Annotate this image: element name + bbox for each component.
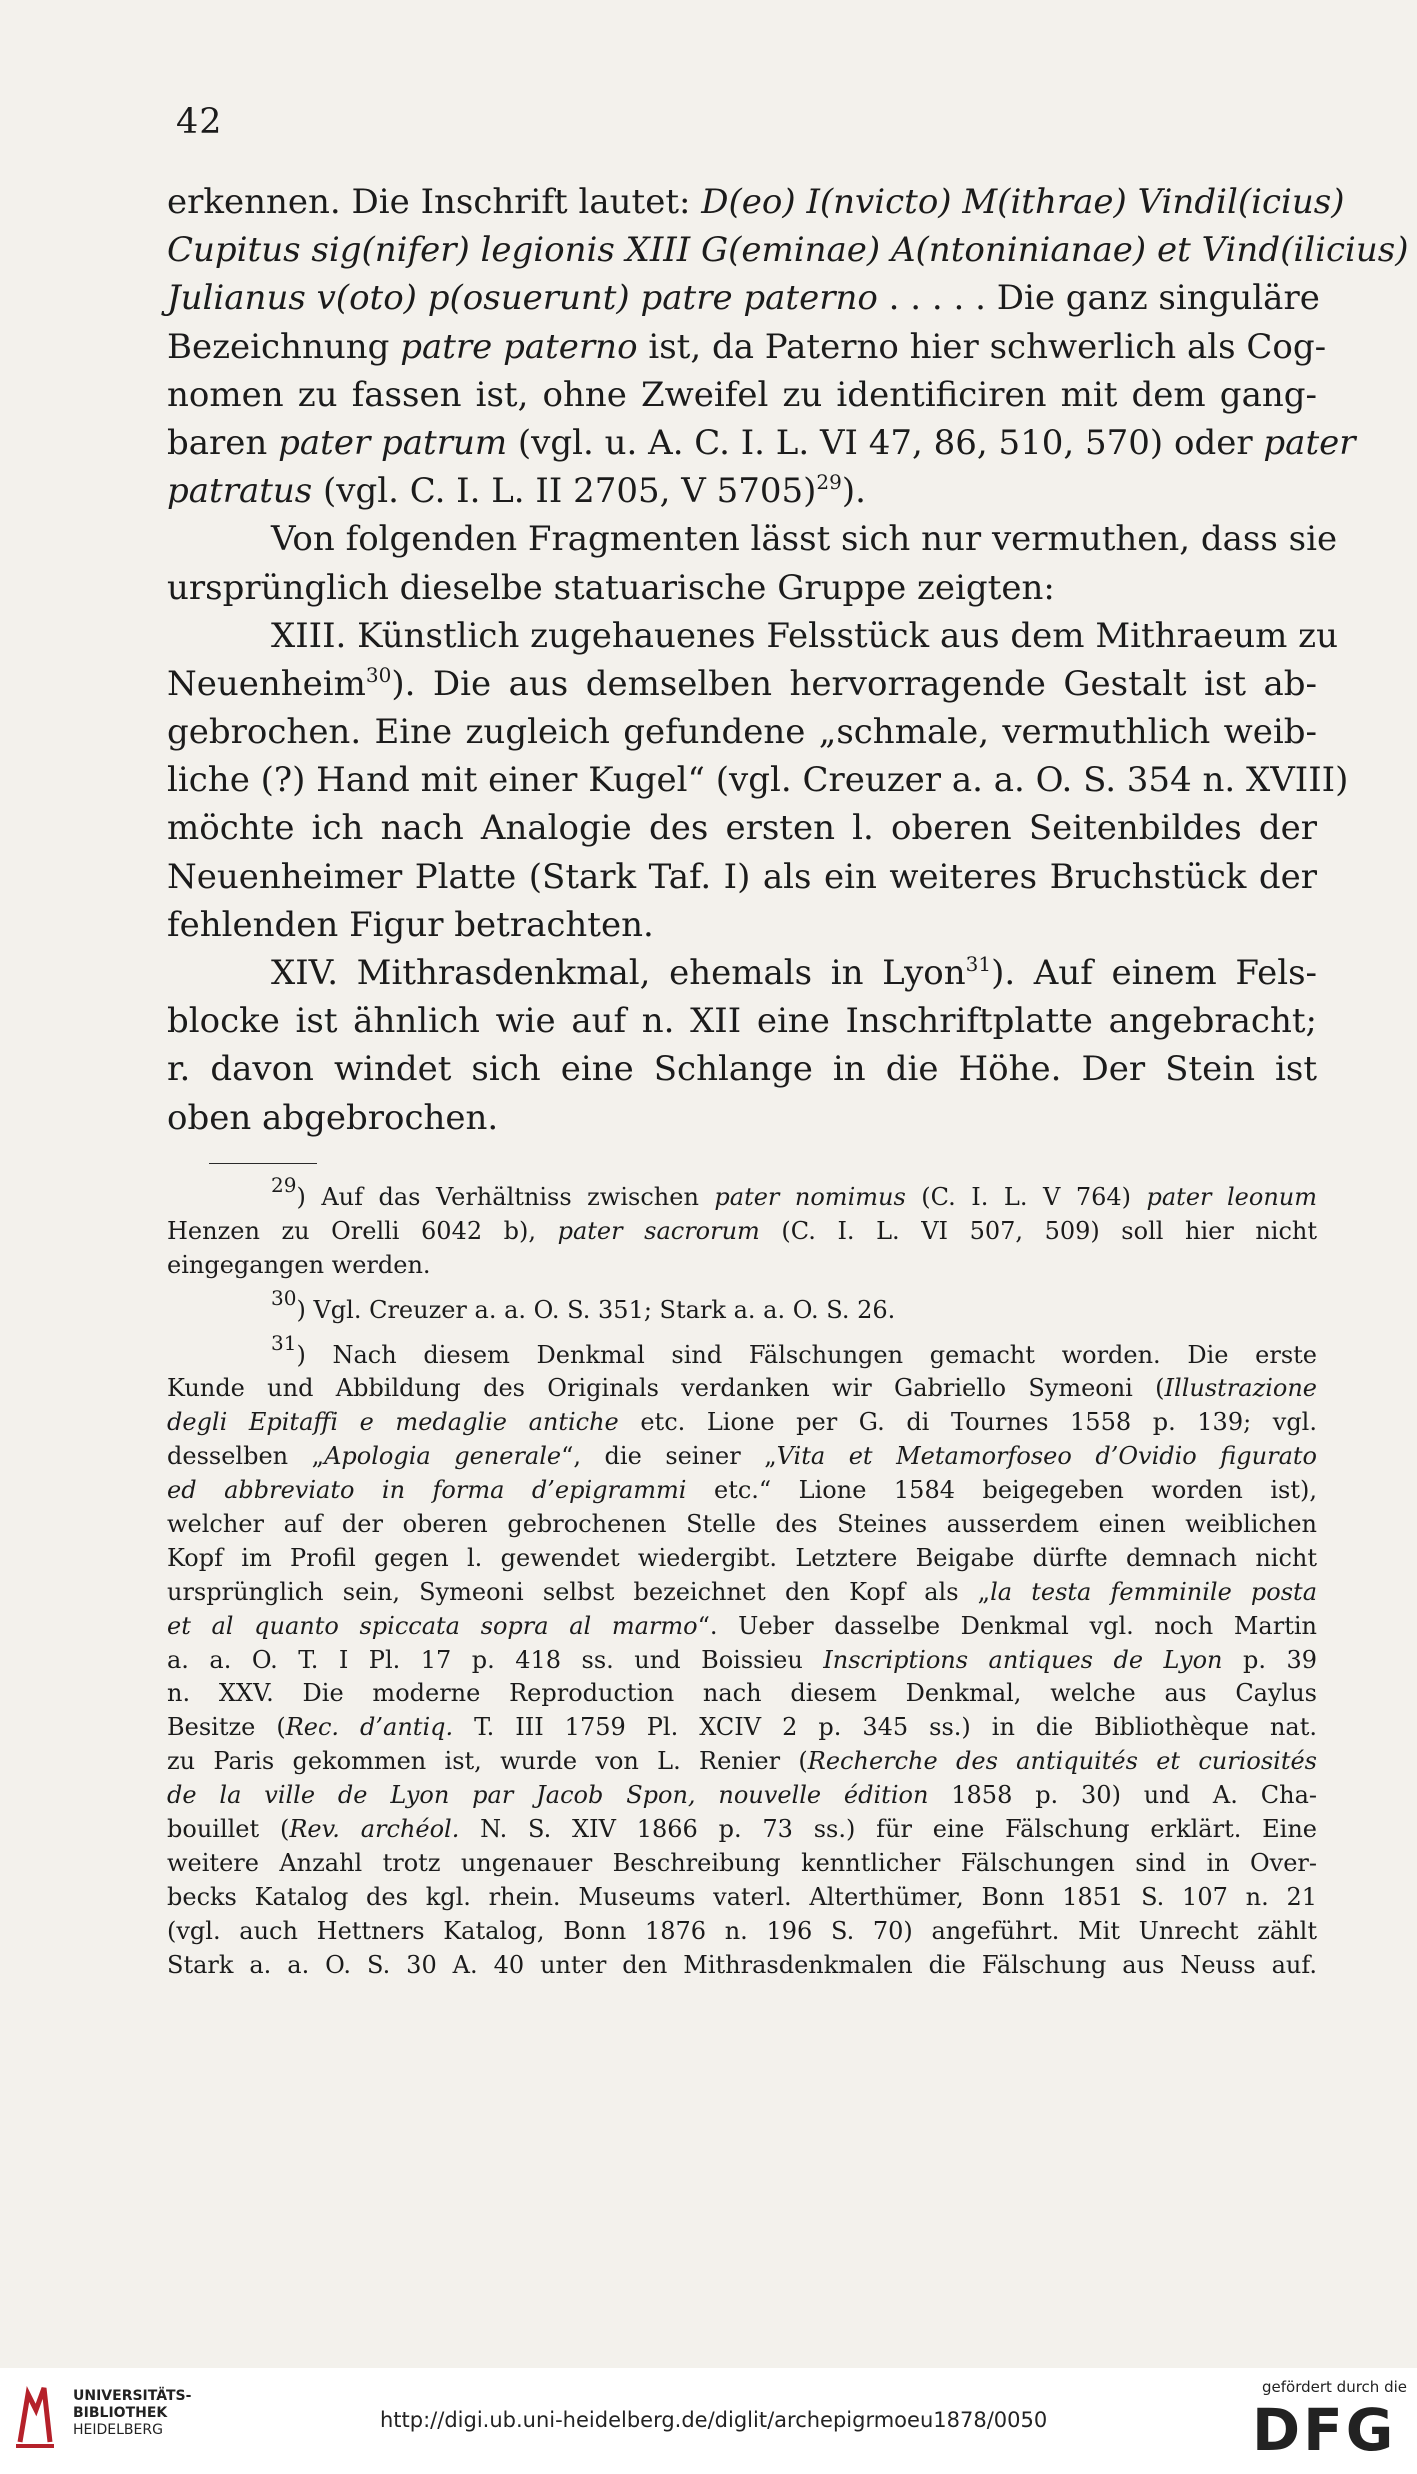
text-run: XIII. Künstlich zugehauenes Felsstück aus dem Mithraeum zu — [271, 615, 1338, 656]
italic-text: Illustrazione — [1164, 1374, 1317, 1403]
library-line: BIBLIOTHEK — [73, 2405, 168, 2421]
text-run: ). Die aus demselben hervorragende Gestalt ist ab- — [391, 663, 1317, 704]
text-run: n. XXV. Die moderne Reproduction nach diesem Denkmal, welche aus Caylus — [167, 1679, 1317, 1708]
text-run: (C. I. L. VI 507, 509) soll hier nicht — [759, 1216, 1318, 1245]
italic-text: degli Epitaffi e medaglie antiche — [167, 1408, 619, 1437]
footnote-line — [167, 1215, 1317, 1249]
italic-text: et al quanto spiccata sopra al marmo — [167, 1611, 698, 1640]
italic-text: de la ville de Lyon par Jacob Spon, nouvelle édition — [167, 1781, 929, 1810]
text-run: XIV. Mithrasdenkmal, ehemals in Lyon — [271, 953, 966, 993]
italic-text: pater nomimus — [714, 1183, 906, 1211]
footnote-line — [167, 1644, 1317, 1678]
text-run: r. davon windet sich eine Schlange in die Höhe. Der Stein ist — [167, 1049, 1317, 1090]
footnote-ref: 30 — [271, 1285, 297, 1310]
text-run: ) Auf das Verhältniss zwischen — [296, 1183, 715, 1211]
text-run: ursprünglich dieselbe statuarische Gruppe zeigten: — [167, 567, 1055, 608]
text-run: ). — [841, 471, 866, 512]
footer — [0, 2368, 1417, 2474]
body-line — [167, 323, 1327, 371]
footnote-line — [167, 1677, 1317, 1711]
text-run: Besitze ( — [167, 1713, 286, 1742]
italic-text: Julianus v(oto) p(osuerunt) patre paterno — [167, 278, 878, 319]
text-run: eingegangen werden. — [167, 1250, 431, 1279]
footnote-line — [167, 1745, 1317, 1779]
footnote-line — [167, 1173, 1317, 1215]
text-run: Stark a. a. O. S. 30 A. 40 unter den Mithrasdenkmalen die Fälschung aus Neuss auf. — [167, 1950, 1317, 1979]
text-run: “. Ueber dasselbe Denkmal vgl. noch Martin — [697, 1611, 1317, 1640]
italic-text: Rec. d’antiq. — [285, 1713, 454, 1742]
text-run: “, die seiner „ — [561, 1442, 777, 1471]
footnote-line — [167, 1542, 1317, 1576]
text-run: ). Auf einem Fels- — [991, 953, 1318, 993]
body-line — [167, 949, 1317, 997]
body-line — [167, 1045, 1317, 1093]
text-run: a. a. O. T. I Pl. 17 p. 418 ss. und Boissieu — [167, 1645, 824, 1674]
text-run: erkennen. Die Inschrift lautet: — [167, 182, 702, 222]
footnote-ref: 31 — [965, 952, 992, 976]
italic-text: la testa femminile posta — [990, 1577, 1318, 1606]
library-line: HEIDELBERG — [73, 2422, 163, 2438]
body-line — [167, 371, 1317, 419]
text-run: Kunde und Abbildung des Originals verdanken wir Gabriello Symeoni ( — [167, 1374, 1165, 1403]
footnote-line — [167, 1576, 1317, 1610]
text-run: ursprünglich sein, Symeoni selbst bezeichnet den Kopf als „ — [167, 1577, 991, 1606]
text-run: p. 39 — [1222, 1645, 1317, 1674]
italic-text: D(eo) I(nvicto) M(ithrae) Vindil(icius) — [701, 182, 1345, 222]
body-line — [167, 901, 1317, 949]
italic-text: patre paterno — [400, 326, 638, 367]
text-run: fehlenden Figur betrachten. — [167, 904, 654, 945]
text-run: zu Paris gekommen ist, wurde von L. Renier ( — [167, 1747, 808, 1776]
text-run: 1858 p. 30) und A. Cha- — [928, 1781, 1317, 1810]
italic-text: Recherche des antiquités et curiosités — [807, 1747, 1317, 1776]
footnote-line — [167, 1330, 1317, 1373]
footnote-line — [167, 1249, 1317, 1283]
footnote-line — [167, 1779, 1317, 1813]
italic-text: pater — [1263, 422, 1356, 463]
text-run: liche (?) Hand mit einer Kugel“ (vgl. Creuzer a. a. O. S. 354 n. XVIII) — [167, 760, 1349, 801]
text-run: becks Katalog des kgl. rhein. Museums vaterl. Alterthümer, Bonn 1851 S. 107 n. 21 — [167, 1882, 1317, 1911]
text-run: Neuenheim — [167, 663, 366, 704]
text-run: (C. I. L. V 764) — [905, 1183, 1147, 1211]
footnote-line — [167, 1440, 1317, 1474]
permalink-url[interactable]: http://digi.ub.uni-heidelberg.de/diglit/archepigrmoeu1878/0050 — [380, 2408, 1048, 2432]
footnote-line — [167, 1508, 1317, 1542]
body-line — [167, 756, 1349, 804]
text-run: ) Vgl. Creuzer a. a. O. S. 351; Stark a. a. O. S. 26. — [296, 1295, 896, 1324]
text-run: ) Nach diesem Denkmal sind Fälschungen gemacht worden. Die erste — [296, 1340, 1317, 1369]
text-run: (vgl. C. I. L. II 2705, V 5705) — [312, 471, 817, 512]
text-run: Bezeichnung — [167, 326, 401, 367]
body-line — [167, 708, 1317, 756]
text-run: oben abgebrochen. — [167, 1097, 499, 1138]
italic-text: Inscriptions antiques de Lyon — [823, 1645, 1223, 1674]
text-run: . . . . . Die ganz singuläre — [877, 278, 1320, 319]
footnote-line — [167, 1915, 1317, 1949]
italic-text: pater leonum — [1146, 1183, 1317, 1211]
dfg-logo: DFG — [1252, 2396, 1397, 2464]
body-line — [167, 997, 1317, 1045]
text-run: Neuenheimer Platte (Stark Taf. I) als ein weiteres Bruchstück der — [167, 856, 1317, 897]
footnote-line — [167, 1610, 1317, 1644]
text-run: (vgl. u. A. C. I. L. VI 47, 86, 510, 570) oder — [507, 422, 1264, 463]
footnote-line — [167, 1847, 1317, 1881]
italic-text: pater sacrorum — [557, 1216, 760, 1245]
text-run: möchte ich nach Analogie des ersten l. oberen Seitenbildes der — [167, 808, 1317, 849]
text-run: weitere Anzahl trotz ungenauer Beschreibung kenntlicher Fälschungen sind in Over- — [167, 1848, 1317, 1877]
body-line — [167, 178, 1345, 226]
text-run: nomen zu fassen ist, ohne Zweifel zu identificiren mit dem gang- — [167, 374, 1317, 415]
italic-text: Rev. archéol. — [289, 1815, 460, 1844]
text-run: Von folgenden Fragmenten lässt sich nur vermuthen, dass sie — [271, 519, 1338, 560]
body-line — [167, 467, 1317, 515]
body-line — [167, 515, 1338, 563]
italic-text: Apologia generale — [324, 1442, 562, 1471]
body-line — [167, 226, 1409, 274]
text-run: bouillet ( — [167, 1815, 290, 1844]
footnote-line — [167, 1406, 1317, 1440]
text-run: etc. Lione per G. di Tournes 1558 p. 139; vgl. — [618, 1408, 1317, 1437]
text-run: ist, da Paterno hier schwerlich als Cog- — [637, 326, 1327, 367]
footnote-ref: 30 — [365, 662, 392, 687]
italic-text: patratus — [167, 471, 313, 512]
body-line — [167, 804, 1317, 852]
text-run: etc.“ Lione 1584 beigegeben worden ist), — [686, 1476, 1317, 1505]
library-line: UNIVERSITÄTS- — [73, 2388, 192, 2404]
italic-text: Cupitus sig(nifer) legionis XIII G(eminae) A(ntoninianae) et Vind(ilicius) — [167, 230, 1409, 271]
footnote-line — [167, 1711, 1317, 1745]
text-run: T. III 1759 Pl. XCIV 2 p. 345 ss.) in die Bibliothèque nat. — [453, 1713, 1317, 1742]
footnote-line — [167, 1949, 1317, 1983]
text-run: welcher auf der oberen gebrochenen Stelle des Steines ausserdem einen weiblichen — [167, 1510, 1317, 1539]
body-line — [167, 612, 1338, 660]
funded-by-label: gefördert durch die — [1262, 2378, 1407, 2396]
text-run: blocke ist ähnlich wie auf n. XII eine Inschriftplatte angebracht; — [167, 1001, 1317, 1042]
text-run: N. S. XIV 1866 p. 73 ss.) für eine Fälschung erklärt. Eine — [459, 1815, 1317, 1844]
text-run: Henzen zu Orelli 6042 b), — [167, 1216, 558, 1245]
text-run: (vgl. auch Hettners Katalog, Bonn 1876 n. 196 S. 70) angeführt. Mit Unrecht zählt — [167, 1916, 1317, 1945]
text-run: desselben „ — [167, 1442, 325, 1471]
footnote-ref: 29 — [271, 1173, 297, 1197]
text-run: baren — [167, 422, 279, 463]
footnote-line — [167, 1285, 1317, 1328]
footnote-line — [167, 1881, 1317, 1915]
footnote-ref: 29 — [816, 470, 842, 495]
italic-text: pater patrum — [278, 422, 508, 463]
university-library-name — [73, 2388, 191, 2439]
footnote-line — [167, 1474, 1317, 1508]
italic-text: ed abbreviato in forma d’epigrammi — [167, 1476, 687, 1505]
footnote-line — [167, 1372, 1317, 1406]
body-line — [167, 1094, 1317, 1142]
body-line — [167, 419, 1356, 467]
page-number: 42 — [176, 102, 223, 142]
main-text — [167, 178, 1409, 1142]
body-line — [167, 660, 1317, 708]
footnote-ref: 31 — [271, 1330, 297, 1355]
text-run: Kopf im Profil gegen l. gewendet wiedergibt. Letztere Beigabe dürfte demnach nicht — [167, 1543, 1317, 1572]
body-line — [167, 853, 1317, 901]
body-line — [167, 274, 1320, 322]
body-line — [167, 564, 1317, 612]
text-run: gebrochen. Eine zugleich gefundene „schmale, vermuthlich weib- — [167, 712, 1317, 753]
university-library-logo — [14, 2380, 58, 2450]
footnote-rule — [209, 1163, 317, 1164]
footnote-gap — [167, 1283, 1317, 1294]
footnotes — [167, 1173, 1318, 1982]
italic-text: Vita et Metamorfoseo d’Ovidio figurato — [776, 1442, 1317, 1471]
footnote-gap — [167, 1328, 1317, 1339]
footnote-line — [167, 1813, 1317, 1847]
